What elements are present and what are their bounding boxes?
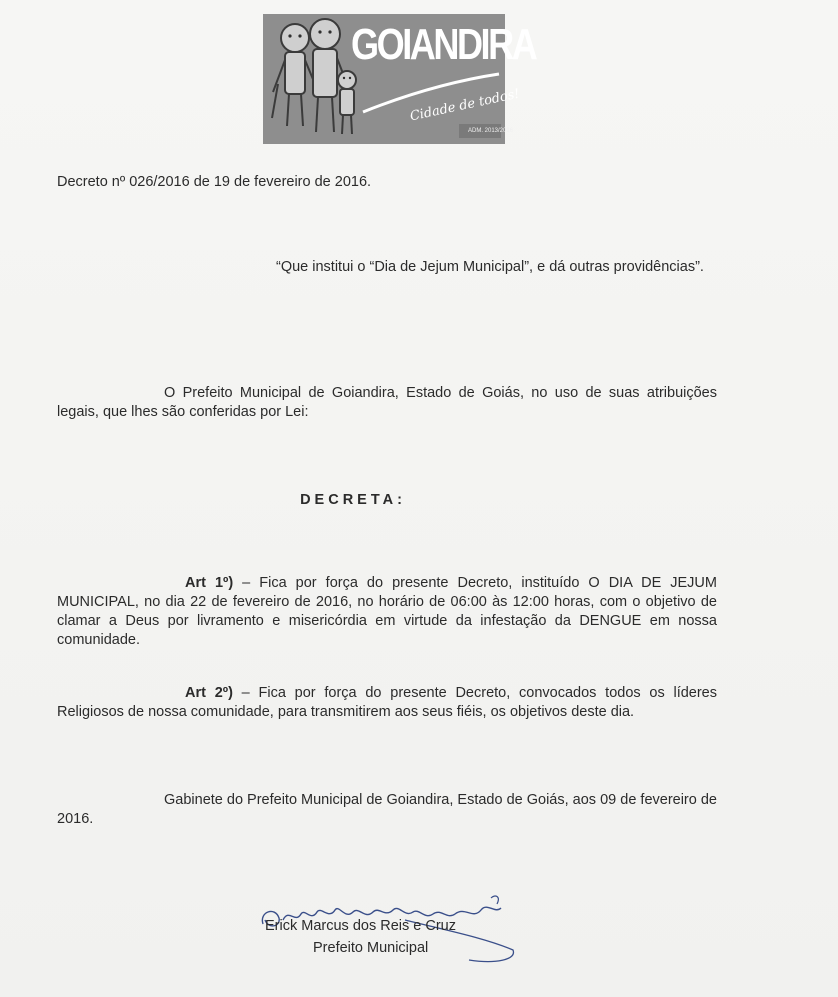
decree-epigraph: “Que institui o “Dia de Jejum Municipal”, e dá outras providências”. <box>276 259 704 275</box>
decree-header: Decreto nº 026/2016 de 19 de fevereiro de 2016. <box>57 174 372 190</box>
signatory-title: Prefeito Municipal <box>313 940 429 956</box>
article-2-label: Art 2º) <box>185 685 233 701</box>
preamble-text: O Prefeito Municipal de Goiandira, Estado de Goiás, no uso de suas atribuições legais, que lhes são conferidas por Lei: <box>57 385 717 420</box>
article-1 <box>57 574 717 650</box>
handwritten-signature <box>255 890 525 980</box>
decreta-text: DECRETA: <box>300 492 406 508</box>
signatory-name: Erick Marcus dos Reis e Cruz <box>265 918 456 934</box>
decree-preamble <box>57 384 717 422</box>
decree-closing <box>57 791 717 829</box>
logo-slogan: Cidade de todos! <box>408 86 521 125</box>
logo-small-text: ADM. 2013/2016 <box>468 128 514 134</box>
decreta-heading <box>0 491 700 510</box>
article-2 <box>57 684 717 722</box>
municipality-logo <box>263 14 536 144</box>
logo-name: GOIANDIRA <box>351 20 536 69</box>
article-2-text: – Fica por força do presente Decreto, convocados todos os líderes Religiosos de nossa comunidade, para transmitirem aos seus fiéis, os objetivos deste dia. <box>57 685 717 720</box>
article-1-text: – Fica por força do presente Decreto, instituído O DIA DE JEJUM MUNICIPAL, no dia 22 de fevereiro de 2016, no horário de 06:00 às 12:00 horas, com o objetivo de clamar a Deus por livramento e misericórdia em virtude da infestação da DENGUE em nossa comunidade. <box>57 575 717 648</box>
article-1-label: Art 1º) <box>185 575 234 591</box>
closing-text: Gabinete do Prefeito Municipal de Goiandira, Estado de Goiás, aos 09 de fevereiro de 2016. <box>57 792 717 827</box>
